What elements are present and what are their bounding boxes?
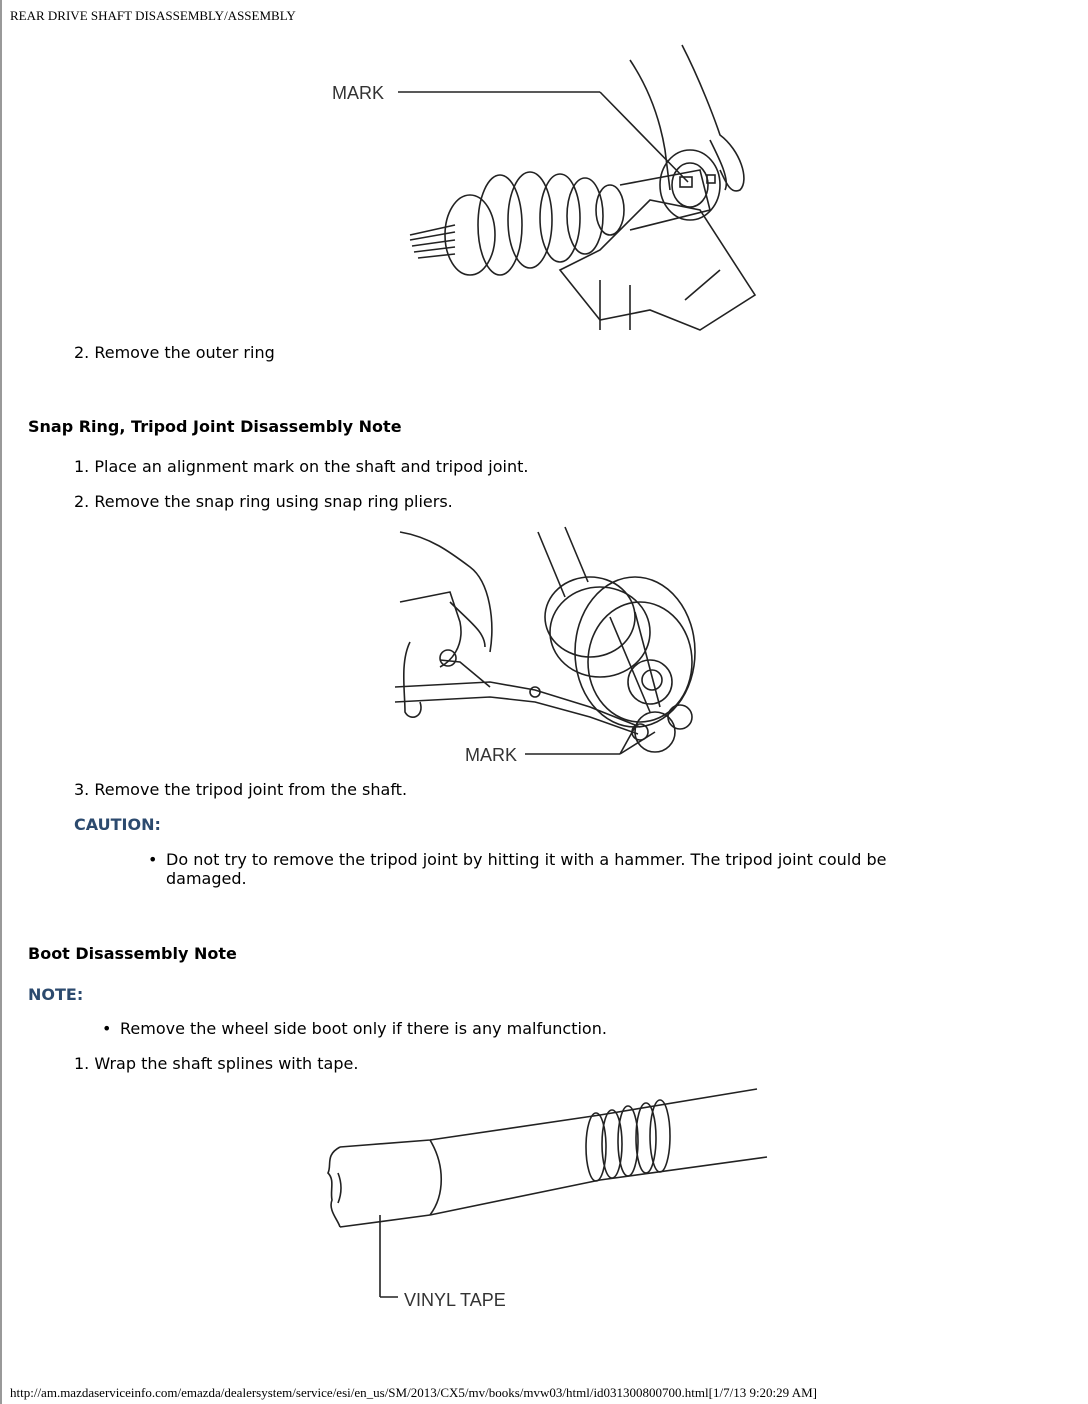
figure-snap-ring-pliers: [390, 522, 710, 772]
snap-ring-step-2: 2. Remove the snap ring using snap ring pliers.: [74, 492, 453, 511]
caution-bullet: •: [148, 850, 158, 869]
outer-ring-step: 2. Remove the outer ring: [74, 343, 275, 362]
note-text: Remove the wheel side boot only if there is any malfunction.: [120, 1019, 607, 1038]
figure1-mark-label: MARK: [332, 83, 385, 103]
vinyl-tape-label: VINYL TAPE: [404, 1290, 506, 1310]
caution-label: CAUTION:: [74, 815, 161, 834]
snap-ring-step-1: 1. Place an alignment mark on the shaft and tripod joint.: [74, 457, 529, 476]
note-bullet: •: [102, 1019, 112, 1038]
boot-step-1: 1. Wrap the shaft splines with tape.: [74, 1054, 359, 1073]
caution-text: Do not try to remove the tripod joint by hitting it with a hammer. The tripod joint could be damaged.: [166, 850, 887, 888]
footer-url: http://am.mazdaserviceinfo.com/emazda/dealersystem/service/esi/en_us/SM/2013/CX5/mv/books/mvw03/html/id031300800700.html[1/7/13 9:20:29 AM]: [10, 1385, 817, 1400]
boot-heading: Boot Disassembly Note: [28, 944, 237, 963]
figure2-mark-label: MARK: [465, 745, 518, 765]
note-label: NOTE:: [28, 985, 84, 1004]
figure-vinyl-tape: [320, 1085, 770, 1315]
snap-ring-heading: Snap Ring, Tripod Joint Disassembly Note: [28, 417, 402, 436]
figure-boot-mark: [320, 40, 770, 335]
document-title: REAR DRIVE SHAFT DISASSEMBLY/ASSEMBLY: [10, 8, 296, 23]
snap-ring-step-3: 3. Remove the tripod joint from the shaft.: [74, 780, 408, 799]
